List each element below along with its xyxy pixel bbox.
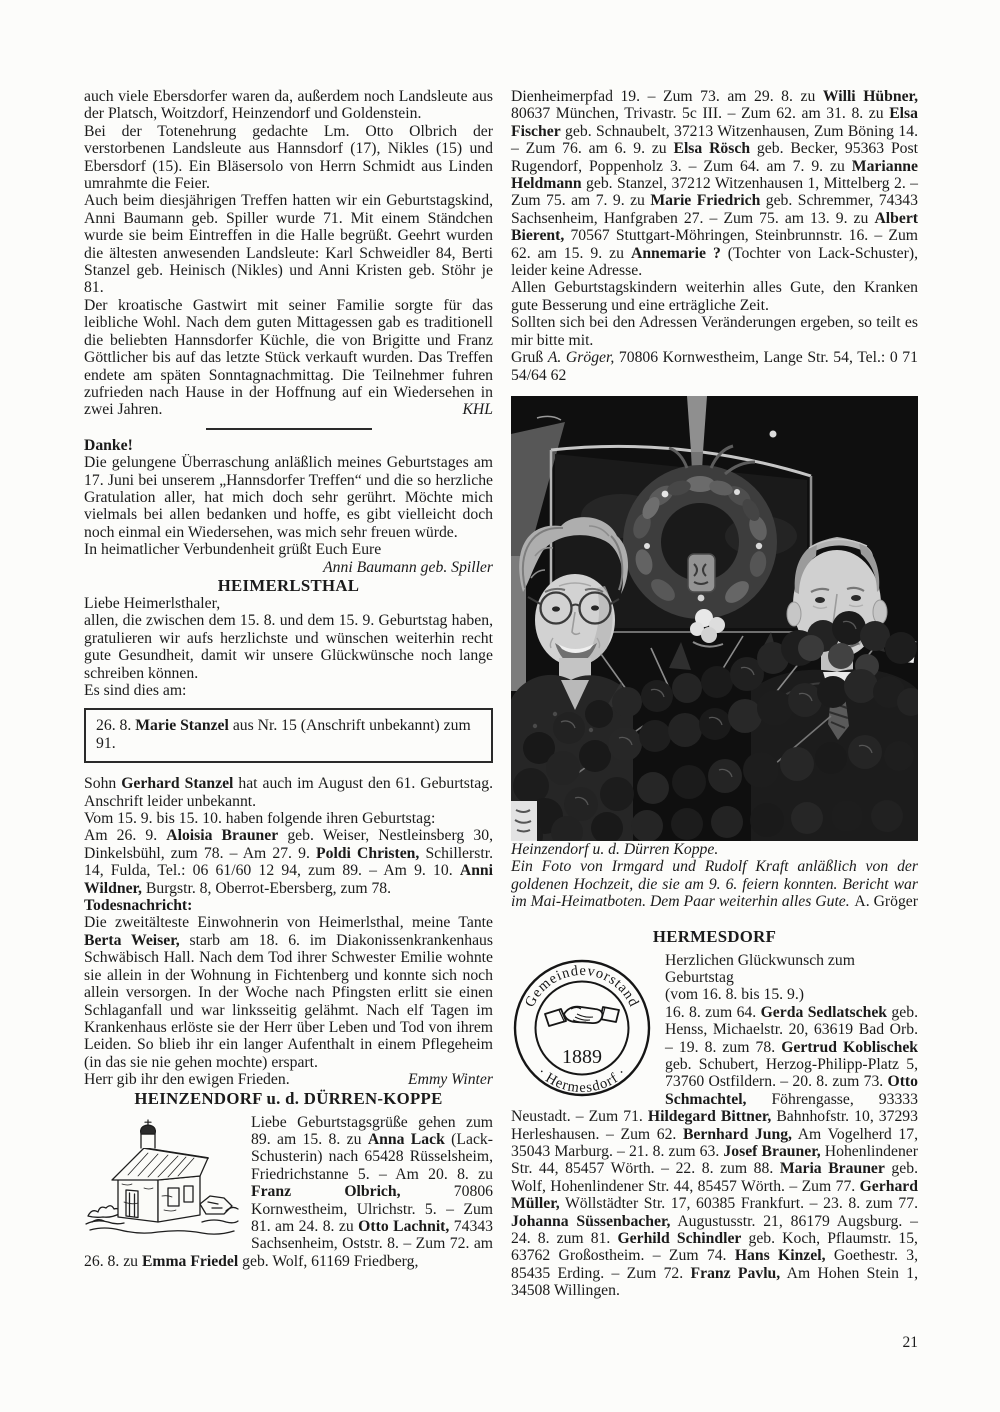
seal-bottom-text: · Hermesdorf · [534, 1063, 630, 1096]
danke-body: Die gelungene Überraschung anläßlich meines Geburtstages am 17. Juni bei unserem „Hannsdorfer Treffen“ und die so herzliche Gratulation aller, hat mich doch sehr gerührt. Möchte mich vielmals bei allen bedanken und hoffe, es gibt vielleicht doch noch einmal ein Wiedersehen, was mich sehr freuen würde. [84, 454, 493, 541]
section-divider-rule [206, 428, 372, 430]
author-initials-khl: KHL [462, 401, 493, 419]
hermesdorf-block [511, 952, 918, 1300]
danke-signature: Anni Baumann geb. Spiller [323, 558, 493, 576]
heading-hermesdorf: HERMESDORF [652, 926, 777, 946]
todesnachricht-closing [84, 1071, 493, 1088]
todesnachricht-body: Die zweitälteste Einwohnerin von Heimerlsthal, meine Tante Berta Weiser, starb am 18. 6. im Diakonissenkrankenhaus Schwäbisch Hall. Nach dem Tod ihrer Schwester Emilie wohnte sie allein in der Wohnung in Fichtenberg und konnte sich noch allein versorgen. In der Woche nach Pfingsten erlitt sie einen Schlaganfall und war linksseitig gelähmt. Nach elf Tagen im Krankenhaus erlöste sie der Herr über Leben und Tod von ihrem Leiden. So blieb ihr ein langer Aufenthalt in einem Pflegeheim (in das sie nie gehen mochte) erspart. [84, 914, 494, 1071]
paragraph-gruss: Gruß A. Gröger, 70806 Kornwestheim, Lange Str. 54, Tel.: 0 71 54/64 62 [511, 349, 918, 384]
paragraph-vom-bis: Vom 15. 9. bis 15. 10. haben folgende ihren Geburtstag: [84, 810, 436, 828]
heading-heimerlsthal: HEIMERLSTHAL [217, 575, 360, 595]
paragraph-addresses: Sollten sich bei den Adressen Veränderungen ergeben, so teilt es mir bitte mit. [511, 314, 918, 349]
danke-title: Danke! [84, 436, 133, 454]
photo-caption [511, 858, 918, 910]
heading-heinzendorf: HEINZENDORF u. d. DÜRREN-KOPPE [134, 1088, 443, 1108]
birthday-box [84, 708, 493, 763]
todesnachricht-title: Todesnachricht: [84, 897, 193, 915]
paragraph-sohn-stanzel: Sohn Gerhard Stanzel hat auch im August den 61. Geburtstag. Anschrift leider unbekannt. [84, 775, 493, 810]
white-card [511, 801, 537, 841]
hermesdorf-intro-line1: Herzlichen Glückwunsch zum Geburtstag [665, 951, 855, 986]
golden-wedding-photo [511, 396, 918, 911]
cross-icon [145, 1120, 151, 1125]
hermesdorf-body: 16. 8. zum 64. Gerda Sedlatschek geb. Henss, Michaelstr. 20, 63619 Bad Orb. – 19. 8. zum 78. Gertrud Koblischek geb. Schubert, Herzog-Philipp-Platz 5, 73760 Ostfildern. – 20. 8. zum 73. Otto Schmachtel, Föhrengasse, 93333 Neustadt. – Zum 71. Hildegard Bittner, Bahnhofstr. 10, 37293 Herleshausen. – Zum 62. Bernhard Jung, Am Vogelherd 17, 35043 Marburg. – 21. 8. zum 63. Josef Brauner, Hohenlindener Str. 44, 85457 Wörth. – 22. 8. zum 88. Maria Brauner geb. Wolf, Hohenlindener Str. 44, 85457 Wörth. – Zum 77. Gerhard Müller, Wöllstädter Str. 17, 60385 Frankfurt. – 23. 8. zum 77. Johanna Süssenbacher, Augustusstr. 21, 86179 Augsburg. – 24. 8. zum 81. Gerhild Schindler geb. Koch, Pflaumstr. 15, 63762 Großostheim. – Zum 74. Hans Kinzel, Goethestr. 3, 85435 Erding. – Zum 72. Franz Pavlu, Am Hohen Stein 1, 34508 Willingen. [511, 1003, 919, 1300]
heinzendorf-body: Liebe Geburtstagsgrüße gehen zum 89. am 15. 8. zu Anna Lack (Lack-Schusterin) nach 65428 Rüsselsheim, Friedrichstanne 5. – Am 20. 8. zu Franz Olbrich, 70806 Kornwestheim, Ulrichstr. 5. – Zum 81. am 24. 8. zu Otto Lachnit, 74343 Sachsenheim, Oststr. 8. – Zum 72. am 26. 8. zu Emma Friedel geb. Wolf, 61169 Friedberg, [84, 1113, 494, 1270]
closing-prayer: Herr gib ihr den ewigen Frieden. [84, 1071, 290, 1089]
heimerlsthal-leadin: Es sind dies am: [84, 682, 187, 699]
birthday-box-entry: 26. 8. Marie Stanzel aus Nr. 15 (Anschrift unbekannt) zum 91. [96, 717, 471, 752]
chapel-dome [141, 1125, 156, 1134]
photo-caption-title: Heinzendorf u. d. Dürren Koppe. [511, 840, 719, 858]
chapel-illustration [84, 1118, 242, 1236]
left-column [84, 88, 493, 1270]
closing-signature: Emmy Winter [408, 1071, 493, 1089]
danke-close: In heimatlicher Verbundenheit grüßt Euch Eure [84, 541, 382, 559]
hermesdorf-intro-line2: (vom 16. 8. bis 15. 9.) [665, 986, 805, 1004]
seal-top-text: Gemeindevorstand [521, 962, 643, 1010]
paragraph-heimerlsthal-birthdays: Am 26. 9. Aloisia Brauner geb. Weiser, Nestleinsberg 30, Dinkelsbühl, zum 78. – Am 27. 9. Poldi Christen, Schillerstr. 14, Fulda, Tel.: 06 61/60 12 94, zum 89. – Am 9. 10. Anni Wildner, Burgstr. 8, Oberrot-Ebersberg, zum 78. [84, 827, 494, 897]
photo-credit: A. Gröger [854, 893, 918, 911]
paragraph-wishes: Allen Geburtstagskindern weiterhin alles Gute, den Kranken gute Besserung und eine erträgliche Zeit. [511, 279, 918, 314]
handshake-icon [545, 1006, 619, 1025]
heimerlsthal-salutation: Liebe Heimerlsthaler, [84, 594, 221, 612]
right-column [511, 88, 918, 1300]
heimerlsthal-intro: allen, die zwischen dem 15. 8. und dem 15. 9. Geburtstag haben, gratulieren wir aufs herzlichste und wünschen weiterhin recht gute Gesundheit, damit wir unsere Glückwünsche noch lange schreiben können. [84, 612, 493, 682]
paragraph-geburtstagskind: Auch beim diesjährigen Treffen hatten wir ein Geburtstagskind, Anni Baumann geb. Spiller wurde 71. Mit einem Ständchen wurde sie beim Eintreffen in die Halle begrüßt. Geehrt wurden die ältesten anwesenden Landsleute: Karl Schweidler 84, Berti Stanzel geb. Heinisch (Nikles) und Anni Kristen geb. Stöhr je 81. [84, 192, 493, 297]
paragraph-continuation: auch viele Ebersdorfer waren da, außerdem noch Landsleute aus der Platsch, Woitzdorf, Heinzendorf und Goldenstein. [84, 88, 493, 123]
page-number: 21 [902, 1334, 918, 1351]
photo-caption-text: Ein Foto von Irmgard und Rudolf Kraft anläßlich von der goldenen Hochzeit, die sie am 9. 6. feiern konnten. Bericht war im Mai-Heimatboten. Dem Paar weiterhin alles Gute. [511, 858, 918, 911]
seal-year: 1889 [562, 1045, 602, 1068]
paragraph-gastwirt-text: Der kroatische Gastwirt mit seiner Familie sorgte für das leibliche Wohl. Nach dem guten Mittagessen gab es traditionell die beliebten Hannsdorfer Küchle, die von Brigitte und Franz Göttlicher bis auf das letzte Stück verkauft wurden. Das Treffen endete am späten Sonntagnachmittag. Die Teilnehmer fuhren zufrieden nach Hause in der Hoffnung auf ein Wiedersehen in zwei Jahren. [84, 296, 493, 419]
hermesdorf-seal [511, 957, 653, 1099]
heinzendorf-block [84, 1114, 493, 1271]
paragraph-gastwirt [84, 297, 493, 419]
paragraph-right-birthdays: Dienheimerpfad 19. – Zum 73. am 29. 8. zu Willi Hübner, 80637 München, Trivastr. 5c III. – Zum 62. am 31. 8. zu Elsa Fischer geb. Schnaubelt, 37213 Witzenhausen, Zum Böning 14. – Zum 76. am 6. 9. zu Elsa Rösch geb. Becker, 95363 Post Rugendorf, Poppenholz 3. – Zum 64. am 7. 9. zu Marianne Heldmann geb. Stanzel, 37212 Witzenhausen 1, Mittelberg 2. – Zum 75. am 7. 9. zu Marie Friedrich geb. Schremmer, 74343 Sachsenheim, Hanfgraben 27. – Zum 75. am 13. 9. zu Albert Bierent, 70567 Stuttgart-Möhringen, Steinbrunnstr. 16. – Zum 62. am 15. 9. zu Annemarie ? (Tochter von Lack-Schuster), leider keine Adresse. [511, 88, 919, 280]
paragraph-totenehrung: Bei der Totenehrung gedachte Lm. Otto Olbrich der verstorbenen Landsleute aus Hannsdorf (17), Nikles (15) und Ebersdorf (15). Ein Bläsersolo von Herrn Schmidt aus Linden umrahmte die Feier. [84, 122, 493, 193]
